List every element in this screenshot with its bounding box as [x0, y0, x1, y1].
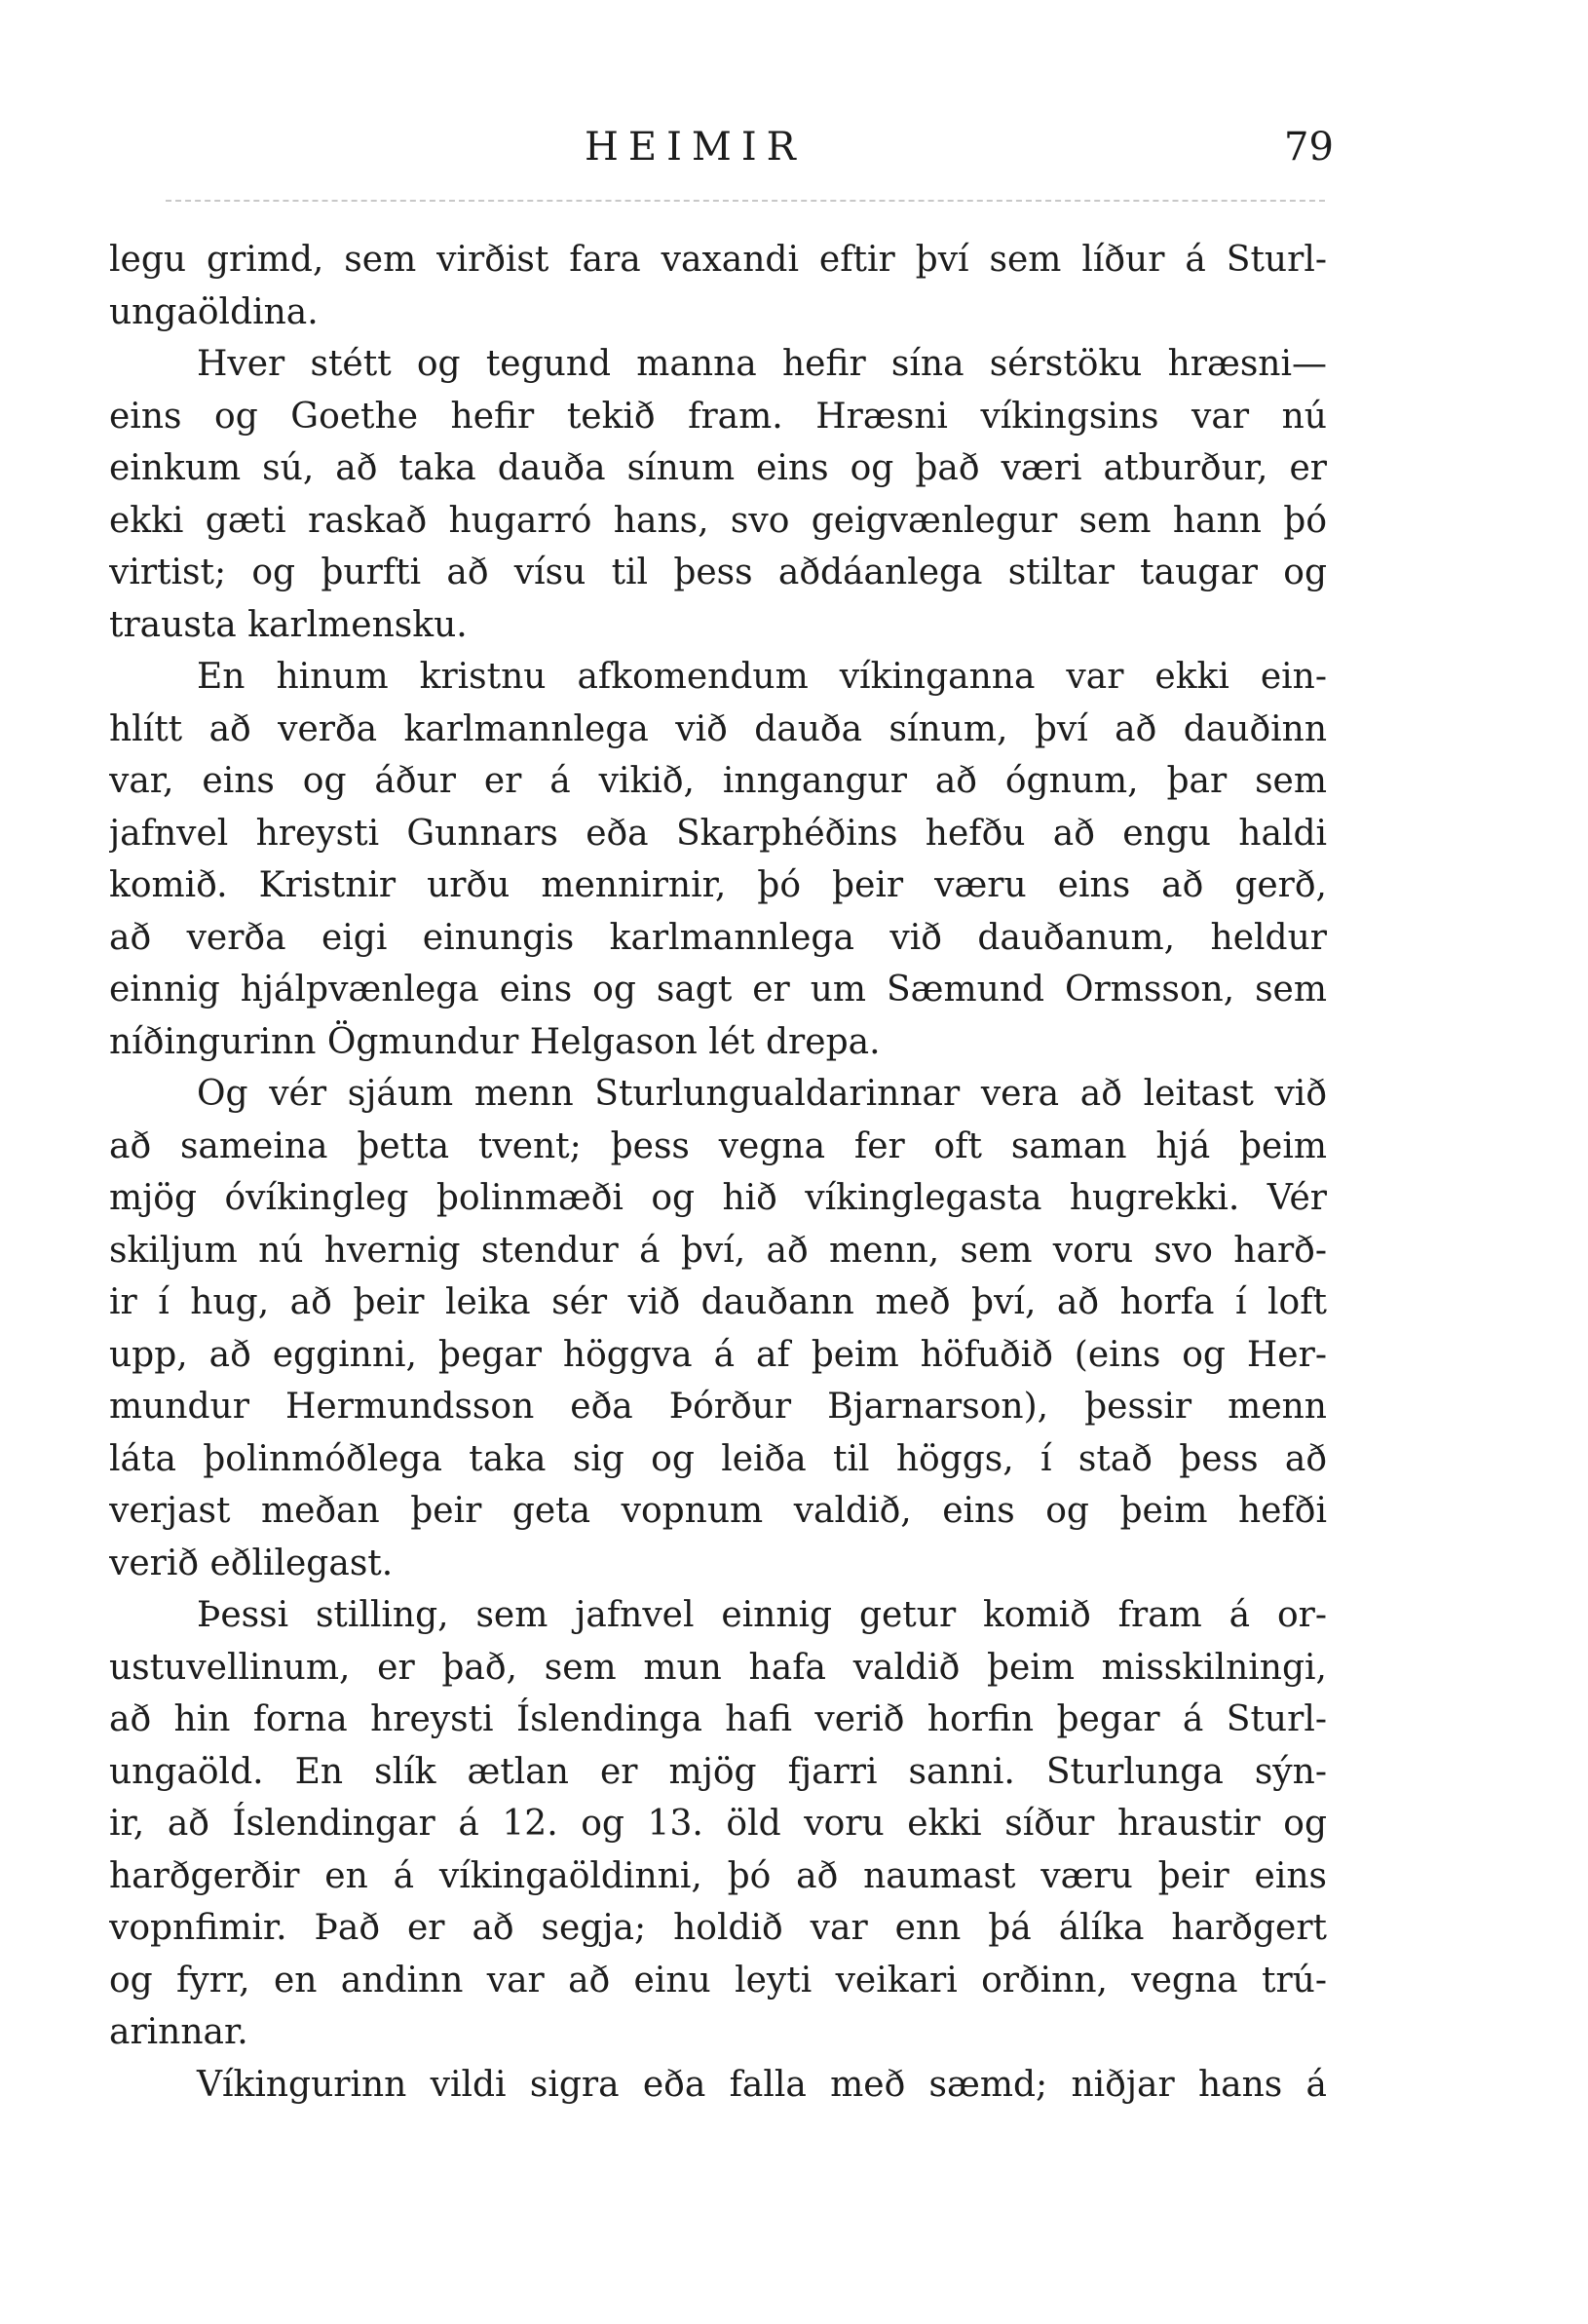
running-head [0, 125, 1588, 183]
text-line: mjög óvíkingleg þolinmæði og hið víkinglegasta hugrekki. Vér [109, 1178, 1327, 1218]
text-line: Þessi stilling, sem jafnvel einnig getur komið fram á or- [197, 1595, 1327, 1635]
text-line: hlítt að verða karlmannlega við dauða sínum, því að dauðinn [109, 708, 1327, 749]
text-line: og fyrr, en andinn var að einu leyti veikari orðinn, vegna trú- [109, 1960, 1327, 2000]
text-line: virtist; og þurfti að vísu til þess aðdáanlega stiltar taugar og [109, 552, 1327, 592]
text-line: verjast meðan þeir geta vopnum valdið, eins og þeim hefði [109, 1491, 1327, 1531]
text-line: arinnar. [109, 2012, 248, 2052]
text-line: einnig hjálpvænlega eins og sagt er um Sæmund Ormsson, sem [109, 970, 1327, 1010]
text-line: Og vér sjáum menn Sturlungualdarinnar vera að leitast við [197, 1074, 1327, 1114]
running-title: HEIMIR [585, 125, 806, 170]
text-line: ungaöld. En slík ætlan er mjög fjarri sanni. Sturlunga sýn- [109, 1751, 1327, 1792]
text-line: legu grimd, sem virðist fara vaxandi eftir því sem líður á Sturl- [109, 240, 1327, 280]
body-text [109, 234, 1327, 2111]
text-line: Víkingurinn vildi sigra eða falla með sæmd; niðjar hans á [197, 2064, 1327, 2105]
text-line: ekki gæti raskað hugarró hans, svo geigvænlegur sem hann þó [109, 500, 1327, 541]
text-line: En hinum kristnu afkomendum víkinganna var ekki ein- [197, 657, 1327, 697]
text-line: jafnvel hreysti Gunnars eða Skarphéðins hefðu að engu haldi [109, 813, 1327, 854]
text-line: ungaöldina. [109, 291, 319, 332]
text-line: var, eins og áður er á vikið, inngangur að ógnum, þar sem [109, 761, 1327, 801]
text-line: vopnfimir. Það er að segja; holdið var enn þá álíka harðgert [109, 1908, 1327, 1948]
text-line: upp, að egginni, þegar höggva á af þeim höfuðið (eins og Her- [109, 1334, 1327, 1375]
text-line: Hver stétt og tegund manna hefir sína sérstöku hræsni— [197, 344, 1327, 384]
text-line: verið eðlilegast. [109, 1543, 394, 1583]
text-line: eins og Goethe hefir tekið fram. Hræsni víkingsins var nú [109, 396, 1327, 437]
text-line: ustuvellinum, er það, sem mun hafa valdið þeim misskilningi, [109, 1647, 1327, 1688]
text-line: að hin forna hreysti Íslendinga hafi verið horfin þegar á Sturl- [109, 1699, 1327, 1739]
text-line: að verða eigi einungis karlmannlega við dauðanum, heldur [109, 917, 1327, 958]
text-line: láta þolinmóðlega taka sig og leiða til höggs, í stað þess að [109, 1438, 1327, 1479]
text-line: einkum sú, að taka dauða sínum eins og það væri atburður, er [109, 448, 1327, 488]
text-line: ir, að Íslendingar á 12. og 13. öld voru ekki síður hraustir og [109, 1804, 1327, 1844]
text-line: skiljum nú hvernig stendur á því, að menn, sem voru svo harð- [109, 1230, 1327, 1271]
text-line: níðingurinn Ögmundur Helgason lét drepa. [109, 1021, 881, 1062]
page-number: 79 [1284, 125, 1334, 170]
text-line: trausta karlmensku. [109, 604, 468, 645]
text-line: komið. Kristnir urðu mennirnir, þó þeir væru eins að gerð, [109, 865, 1327, 905]
text-line: mundur Hermundsson eða Þórður Bjarnarson), þessir menn [109, 1387, 1327, 1427]
text-line: harðgerðir en á víkingaöldinni, þó að naumast væru þeir eins [109, 1855, 1327, 1896]
text-line: ir í hug, að þeir leika sér við dauðann með því, að horfa í loft [109, 1282, 1327, 1322]
text-line: að sameina þetta tvent; þess vegna fer oft saman hjá þeim [109, 1125, 1327, 1166]
header-rule [166, 200, 1325, 202]
